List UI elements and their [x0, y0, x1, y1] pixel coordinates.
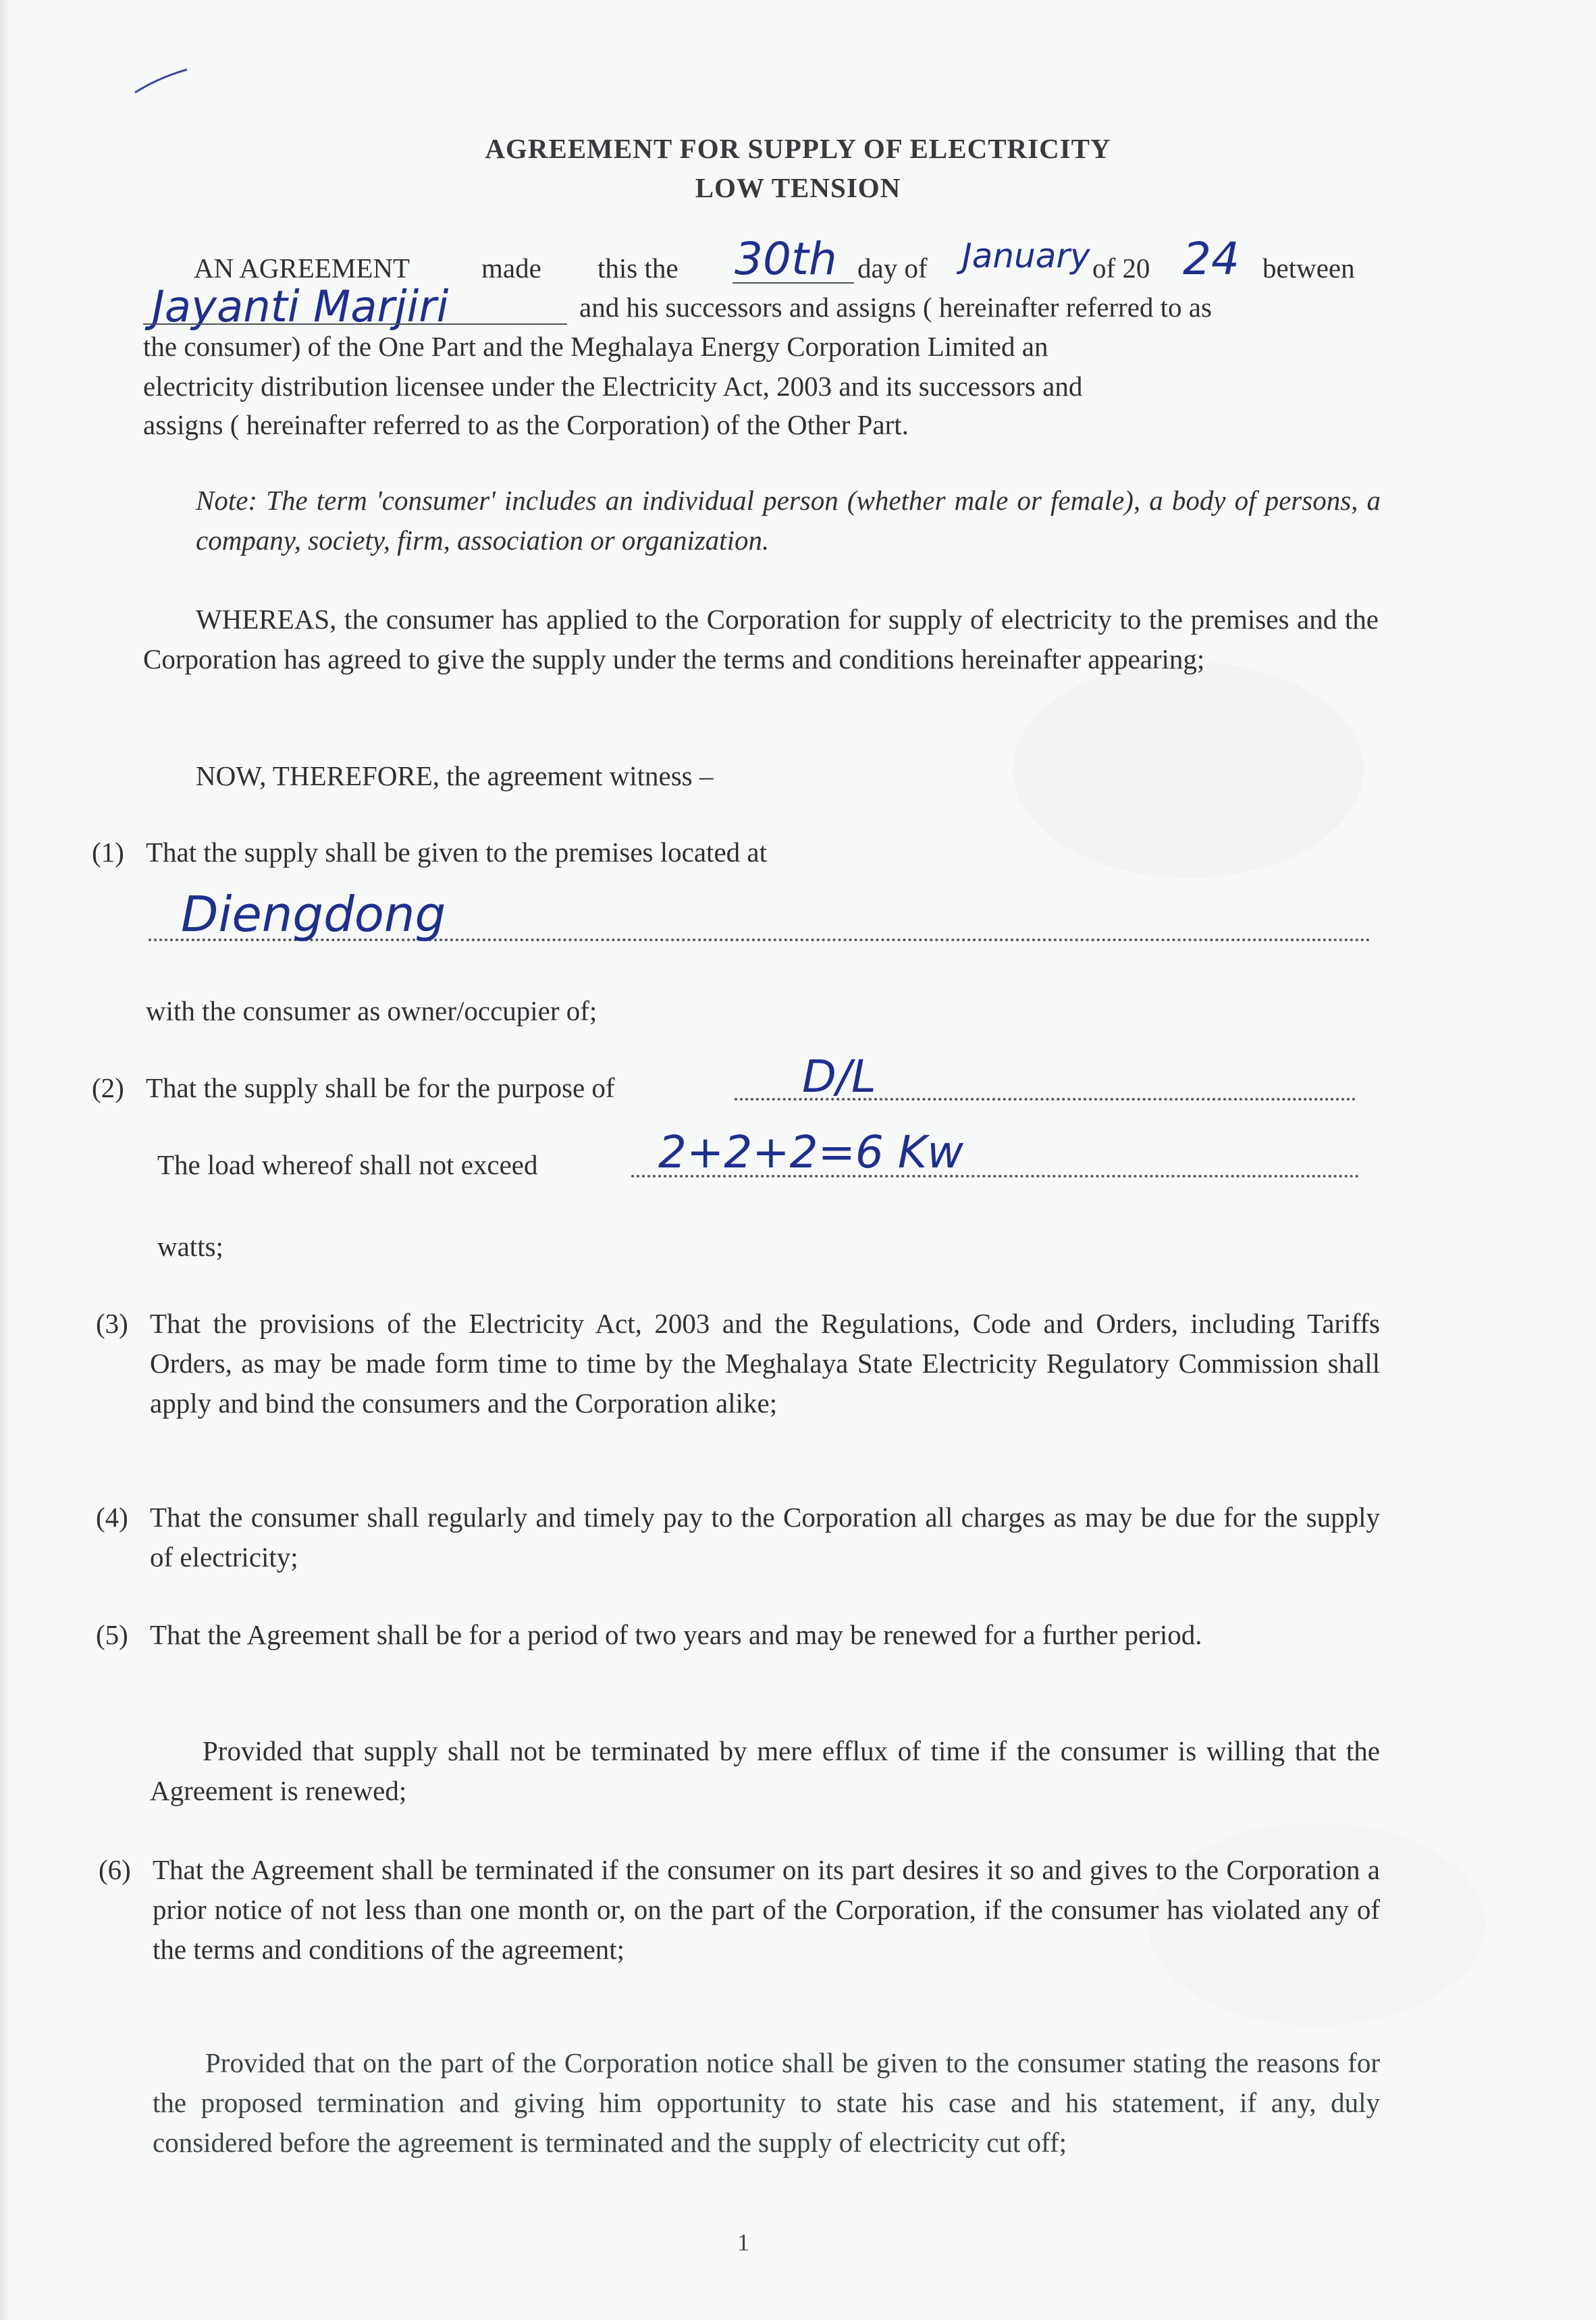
clause-5-number: (5): [96, 1619, 128, 1650]
clause-6-proviso: Provided that on the part of the Corporation notice shall be given to the consumer stating the reasons for the proposed termination and giving him opportunity to state his case and his statement, if any, duly considered before the agreement is terminated and the supply of electricity cut off;: [153, 2047, 1380, 2158]
name-underline: [143, 323, 567, 325]
title-line-2: LOW TENSION: [695, 172, 901, 203]
clause-1-text: That the supply shall be given to the premises located at: [146, 837, 767, 868]
text-this-the: this the: [597, 253, 679, 284]
text-between: between: [1262, 253, 1355, 284]
clause-1-owner-line: with the consumer as owner/occupier of;: [146, 995, 597, 1026]
clause-4-number: (4): [96, 1502, 128, 1533]
clause-2-text: That the supply shall be for the purpose of: [146, 1072, 615, 1103]
pen-mark: [132, 64, 192, 98]
page-number: 1: [737, 2229, 749, 2256]
whereas-paragraph: WHEREAS, the consumer has applied to the Corporation for supply of electricity to the premises and the Corporation has agreed to give the supply under the terms and conditions hereinafter appearing;: [143, 604, 1379, 675]
left-edge-shadow: [0, 0, 9, 2320]
handwritten-consumer-name: Jayanti Marjiri: [152, 282, 449, 332]
handwritten-load: 2+2+2=6 Kw: [658, 1126, 964, 1178]
now-therefore-line: NOW, THEREFORE, the agreement witness –: [196, 760, 714, 791]
clause-3-number: (3): [96, 1308, 128, 1339]
clause-1-number: (1): [92, 837, 124, 868]
note-paragraph: Note: The term 'consumer' includes an individual person (whether male or female), a body of persons, a company, society, firm, association or organization.: [196, 485, 1381, 556]
day-underline: [733, 282, 854, 284]
clause-3-text: That the provisions of the Electricity Act, 2003 and the Regulations, Code and Orders, including Tariffs Orders, as may be made form time to time by the Meghalaya State Electricity Regulatory Commission shall apply and bind the consumers and the Corporation alike;: [150, 1308, 1380, 1419]
clause-5-proviso: Provided that supply shall not be terminated by mere efflux of time if the consumer is willing that the Agreement is renewed;: [150, 1735, 1380, 1806]
handwritten-year: 24: [1183, 233, 1240, 285]
handwritten-location: Diengdong: [181, 886, 446, 943]
handwritten-month: January: [962, 236, 1090, 275]
load-text: The load whereof shall not exceed: [157, 1149, 538, 1180]
handwritten-purpose: D/L: [802, 1051, 876, 1103]
preamble-line-4: electricity distribution licensee under the Electricity Act, 2003 and its successors and: [143, 371, 1083, 402]
clause-4-text: That the consumer shall regularly and timely pay to the Corporation all charges as may be due for the supply of electricity;: [150, 1502, 1380, 1573]
preamble-line-5: assigns ( hereinafter referred to as the Corporation) of the Other Part.: [143, 409, 909, 440]
watts-text: watts;: [157, 1231, 223, 1262]
title-line-1: AGREEMENT FOR SUPPLY OF ELECTRICITY: [485, 133, 1111, 164]
text-of-20: of 20: [1092, 253, 1150, 284]
clause-2-number: (2): [92, 1072, 124, 1103]
bleed-through-shadow: [1013, 662, 1364, 878]
clause-5-text: That the Agreement shall be for a period of two years and may be renewed for a further period.: [150, 1619, 1202, 1650]
handwritten-day: 30th: [735, 233, 837, 285]
preamble-line-3: the consumer) of the One Part and the Meghalaya Energy Corporation Limited an: [143, 331, 1048, 362]
text-day-of: day of: [857, 253, 928, 284]
preamble-line-2: and his successors and assigns ( hereinafter referred to as: [579, 292, 1212, 323]
text-an-agreement: AN AGREEMENT: [194, 253, 410, 284]
clause-6-number: (6): [99, 1854, 131, 1885]
clause-6-text: That the Agreement shall be terminated if the consumer on its part desires it so and gives to the Corporation a prior notice of not less than one month or, on the part of the Corporation, if the consumer has violated any of the terms and conditions of the agreement;: [153, 1854, 1380, 1965]
text-made: made: [481, 253, 541, 284]
